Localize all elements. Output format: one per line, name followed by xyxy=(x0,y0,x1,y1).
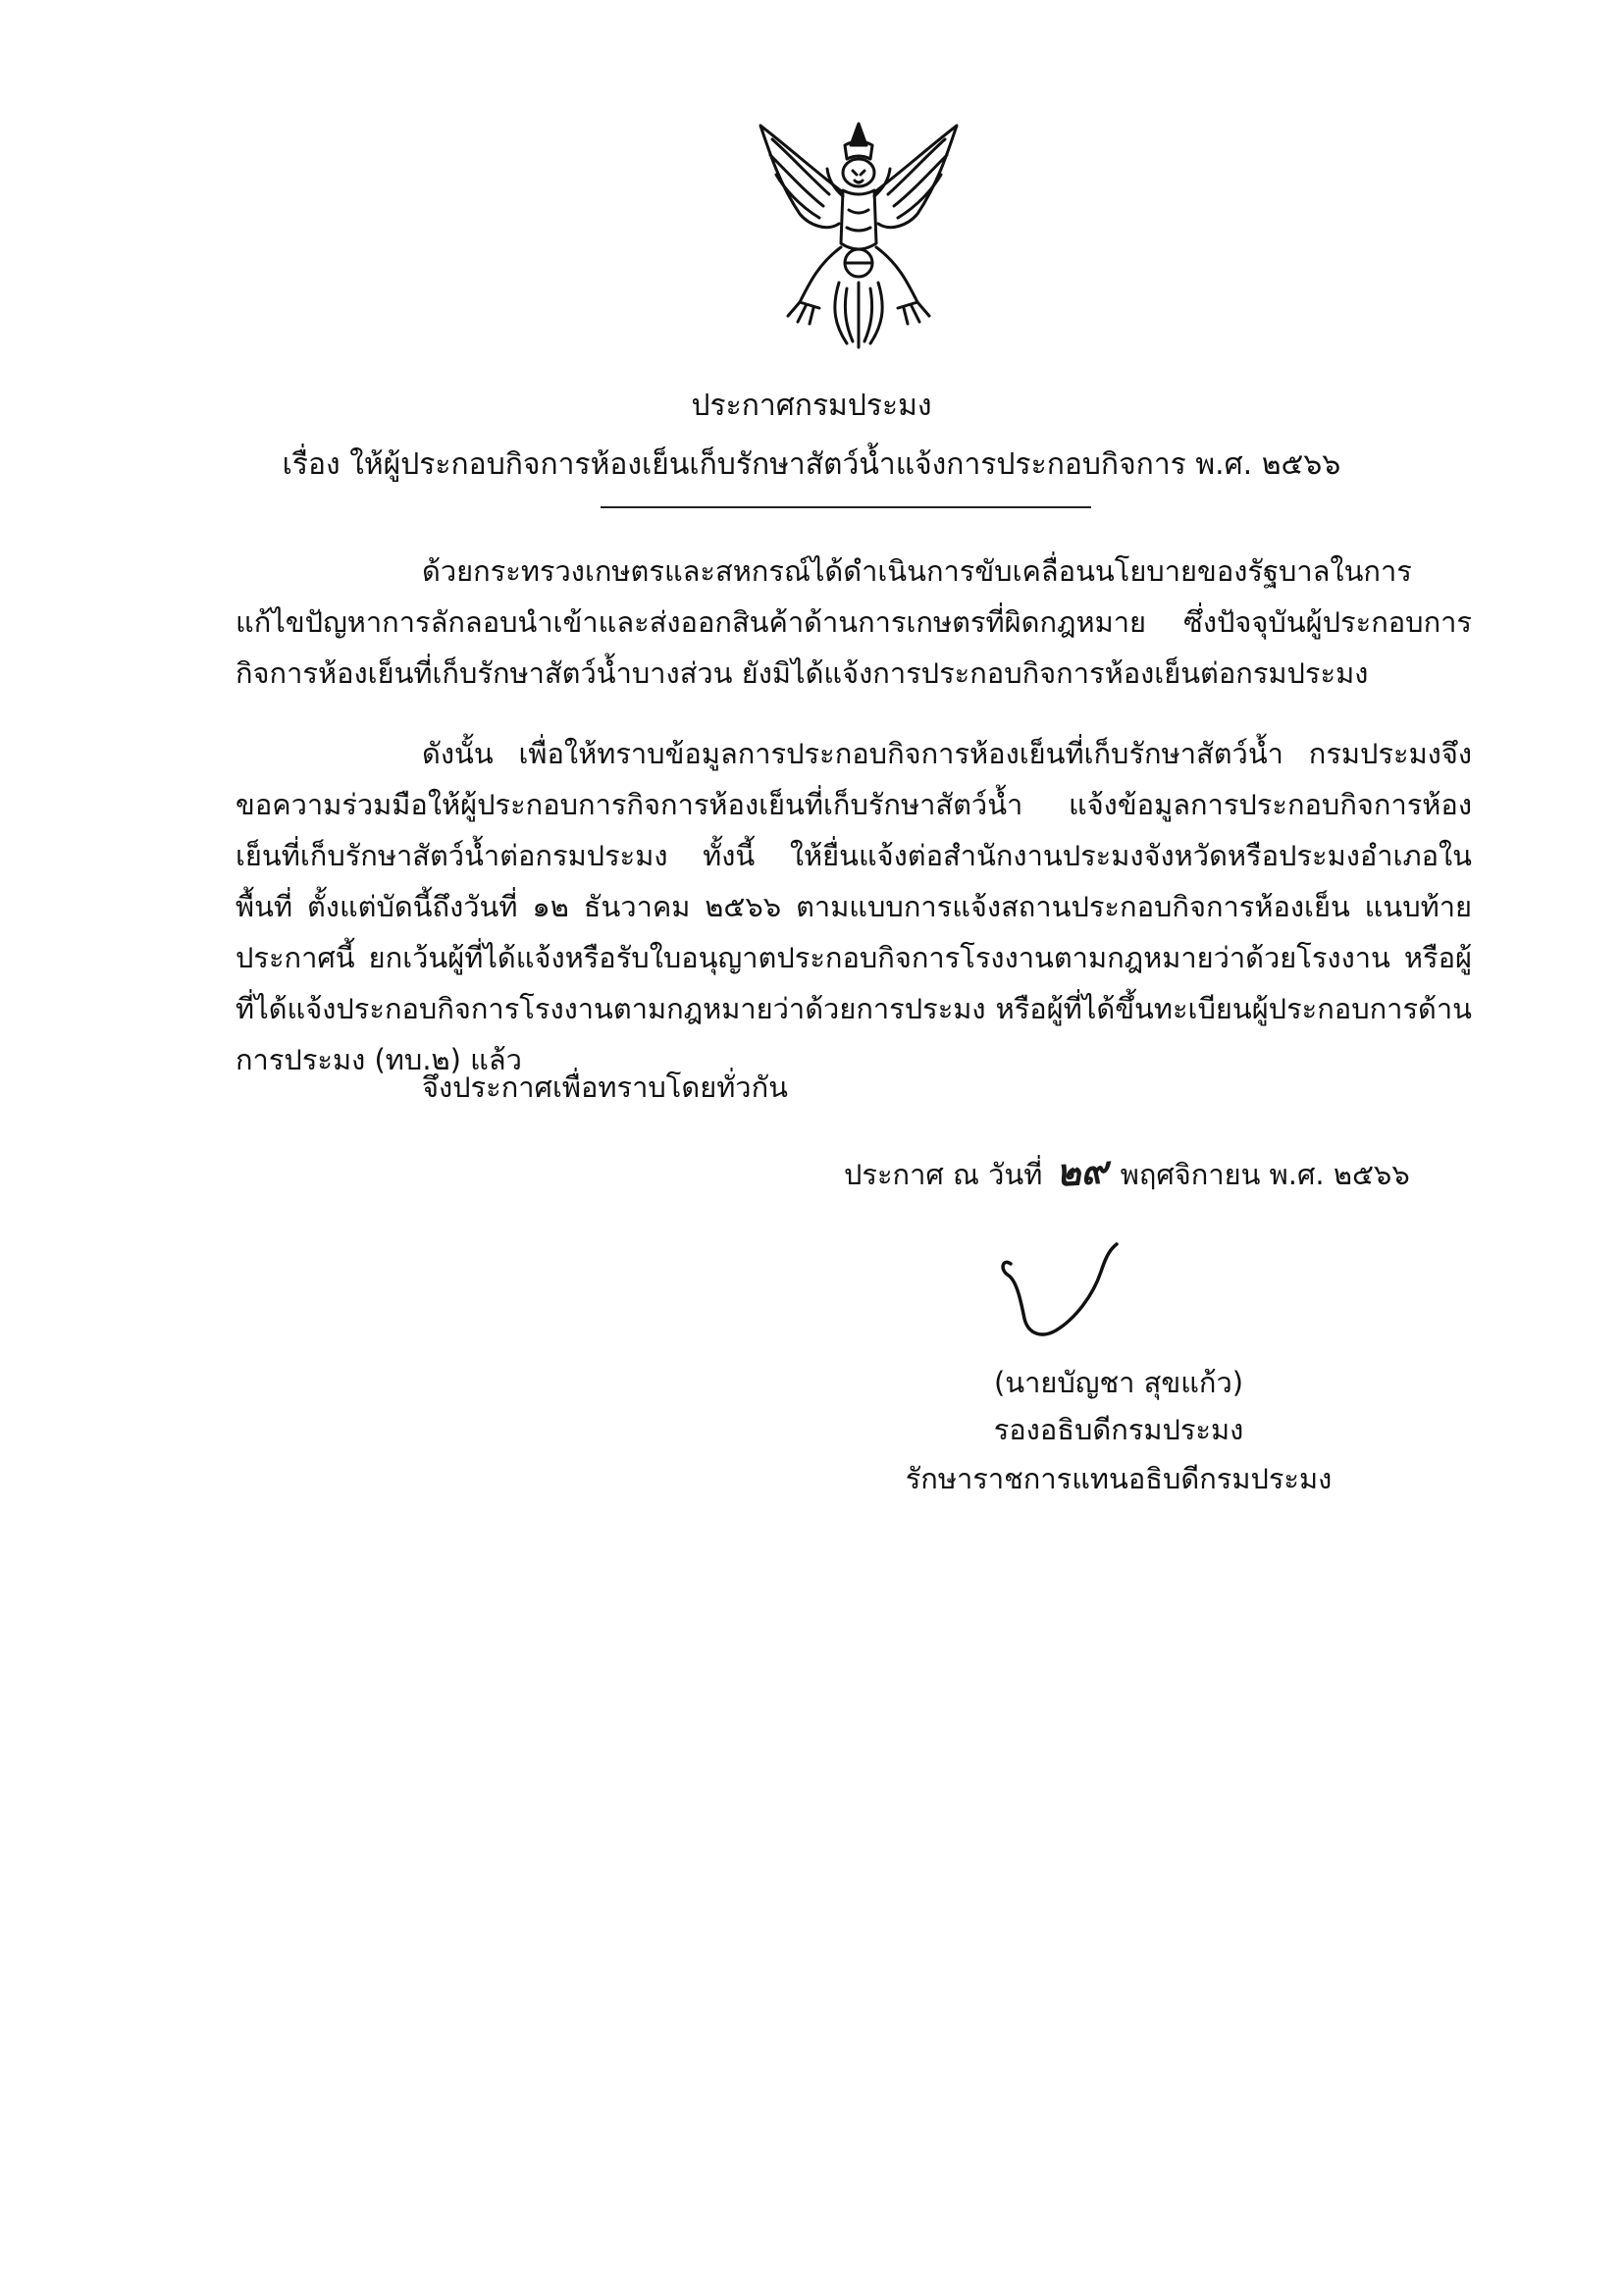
paragraph-3: จึงประกาศเพื่อทราบโดยทั่วกัน xyxy=(422,1070,788,1104)
title-divider xyxy=(601,506,1091,508)
announcement-date xyxy=(844,1146,1472,1200)
paragraph-2: ดังนั้น เพื่อให้ทราบข้อมูลการประกอบกิจการห้องเย็นที่เก็บรักษาสัตว์น้ำ กรมประมงจึงขอความร่วมมือให้ผู้ประกอบการกิจการห้องเย็นที่เก็บรักษาสัตว์น้ำ แจ้งข้อมูลการประกอบกิจการห้องเย็นที่เก็บรักษาสัตว์น้ำต่อกรมประมง ทั้งนี้ ให้ยื่นแจ้งต่อสำนักงานประมงจังหวัดหรือประมงอำเภอในพื้นที่ ตั้งแต่บัดนี้ถึงวันที่ ๑๒ ธันวาคม ๒๕๖๖ ตามแบบการแจ้งสถานประกอบกิจการห้องเย็น แนบท้ายประกาศนี้ ยกเว้นผู้ที่ได้แจ้งหรือรับใบอนุญาตประกอบกิจการโรงงานตามกฎหมายว่าด้วยโรงงาน หรือผู้ที่ได้แจ้งประกอบกิจการโรงงานตามกฎหมายว่าด้วยการประมง หรือผู้ที่ได้ขึ้นทะเบียนผู้ประกอบการด้านการประมง (ทบ.๒) แล้ว xyxy=(236,737,1472,1076)
document-subject: เรื่อง ให้ผู้ประกอบกิจการห้องเย็นเก็บรักษาสัตว์น้ำแจ้งการประกอบกิจการ พ.ศ. ๒๕๖๖ xyxy=(282,447,1341,482)
document-title: ประกาศกรมประมง xyxy=(691,389,932,423)
date-prefix: ประกาศ ณ วันที่ xyxy=(844,1158,1043,1191)
date-day-handwritten: ๒๙ xyxy=(1054,1147,1109,1195)
signature-icon xyxy=(991,1240,1128,1348)
date-month-year: พฤศจิกายน พ.ศ. ๒๕๖๖ xyxy=(1120,1158,1410,1191)
signer-position-2: รักษาราชการแทนอธิบดีกรมประมง xyxy=(905,1462,1333,1495)
paragraph-1: ด้วยกระทรวงเกษตรและสหกรณ์ได้ดำเนินการขับเคลื่อนนโยบายของรัฐบาลในการแก้ไขปัญหาการลักลอบนำเข้าและส่งออกสินค้าด้านการเกษตรที่ผิดกฎหมาย ซึ่งปัจจุบันผู้ประกอบการกิจการห้องเย็นที่เก็บรักษาสัตว์น้ำบางส่วน ยังมิได้แจ้งการประกอบกิจการห้องเย็นต่อกรมประมง xyxy=(236,554,1472,690)
signer-name: (นายบัญชา สุขแก้ว) xyxy=(993,1366,1244,1399)
signer-position-1: รองอธิบดีกรมประมง xyxy=(993,1413,1244,1446)
garuda-emblem-icon xyxy=(741,116,976,351)
